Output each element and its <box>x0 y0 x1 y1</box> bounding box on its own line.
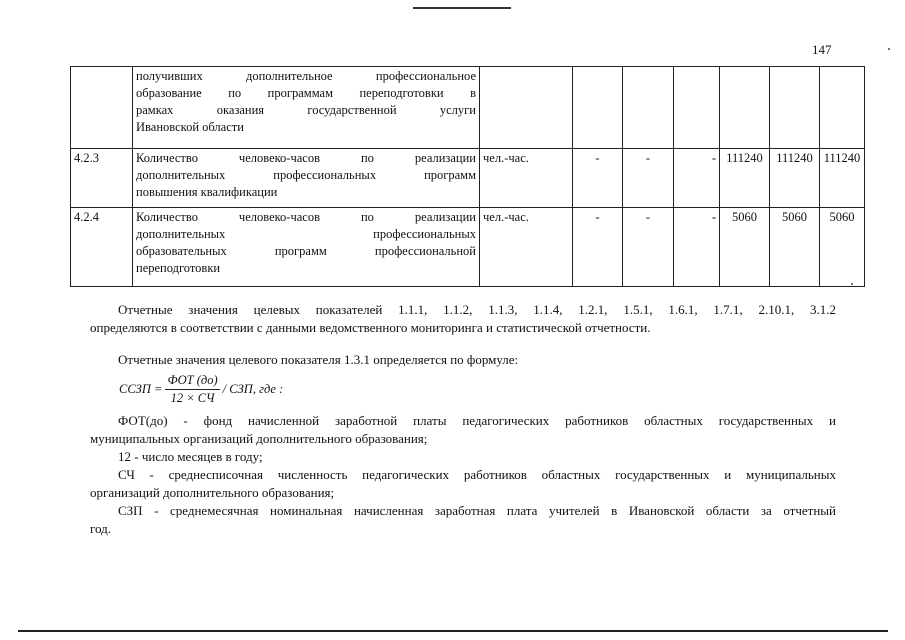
description-line: образовательных программ профессиональной <box>136 244 476 258</box>
formula-rhs: / СЗП, где : <box>222 382 284 396</box>
paragraph-line: Отчетные значения целевых показателей 1.1.1, 1.1.2, 1.1.3, 1.1.4, 1.2.1, 1.5.1, 1.6.1, 1.7.1, 2.10.1, 3.1.2 <box>118 302 836 317</box>
table-row <box>71 208 865 287</box>
definition-line: год. <box>90 521 111 536</box>
definition-line: организаций дополнительного образования; <box>90 485 335 500</box>
bottom-rule <box>18 630 888 632</box>
row-value: 5060 <box>770 208 820 287</box>
description-line: дополнительных профессиональных программ <box>136 168 476 182</box>
table-row <box>71 67 865 149</box>
definition-line: ФОТ(до) - фонд начисленной заработной платы педагогических работников областных государственных и <box>118 413 836 428</box>
description-line: рамках оказания государственной услуги <box>136 103 476 117</box>
top-rule <box>413 7 511 9</box>
definition-line: муниципальных организаций дополнительного образования; <box>90 431 428 446</box>
description-line: образование по программам переподготовки в <box>136 86 476 100</box>
formula-denominator: 12 × СЧ <box>170 391 215 405</box>
row-value <box>674 67 720 149</box>
row-unit: чел.-час. <box>480 208 573 287</box>
row-value: - <box>674 149 720 208</box>
definitions <box>90 412 836 538</box>
row-description <box>133 67 480 149</box>
row-value: - <box>674 208 720 287</box>
row-value <box>720 67 770 149</box>
row-value: - <box>623 208 674 287</box>
formula-lhs: ССЗП = <box>119 382 163 396</box>
description-line: переподготовки <box>136 261 221 275</box>
row-id: 4.2.3 <box>71 149 133 208</box>
description-line: дополнительных профессиональных <box>136 227 476 241</box>
paragraph-reporting-values <box>90 301 836 337</box>
definition-line: 12 - число месяцев в году; <box>118 449 263 464</box>
formula-numerator: ФОТ (до) <box>165 373 219 390</box>
definition-line: СЧ - среднесписочная численность педагогических работников областных государственных и муниципальных <box>118 467 836 482</box>
row-value: 111240 <box>720 149 770 208</box>
formula-fraction <box>165 373 219 406</box>
description-line: Количество человеко-часов по реализации <box>136 210 476 224</box>
paragraph-line: Отчетные значения целевого показателя 1.3.1 определяется по формуле: <box>118 352 519 367</box>
row-value <box>623 67 674 149</box>
description-line: Количество человеко-часов по реализации <box>136 151 476 165</box>
row-value: - <box>623 149 674 208</box>
row-value: 111240 <box>820 149 865 208</box>
row-value: - <box>573 208 623 287</box>
row-value <box>573 67 623 149</box>
row-value: 5060 <box>820 208 865 287</box>
row-description <box>133 149 480 208</box>
row-value <box>770 67 820 149</box>
paragraph-formula-intro <box>90 351 836 369</box>
row-unit: чел.-час. <box>480 149 573 208</box>
table-row <box>71 149 865 208</box>
formula <box>119 373 283 406</box>
row-id <box>71 67 133 149</box>
indicator-table <box>70 66 865 287</box>
page-number: 147 <box>812 42 832 57</box>
row-value: - <box>573 149 623 208</box>
description-line: повышения квалификации <box>136 185 278 199</box>
row-value <box>820 67 865 149</box>
row-value: 111240 <box>770 149 820 208</box>
scan-speck <box>888 48 890 50</box>
row-id: 4.2.4 <box>71 208 133 287</box>
description-line: получивших дополнительное профессиональное <box>136 69 476 83</box>
paragraph-line: определяются в соответствии с данными ведомственного мониторинга и статистической отчетности. <box>90 320 651 335</box>
description-line: Ивановской области <box>136 120 244 134</box>
row-value: 5060 <box>720 208 770 287</box>
row-unit <box>480 67 573 149</box>
row-description <box>133 208 480 287</box>
definition-line: СЗП - среднемесячная номинальная начисленная заработная плата учителей в Ивановской области за отчетный <box>118 503 836 518</box>
